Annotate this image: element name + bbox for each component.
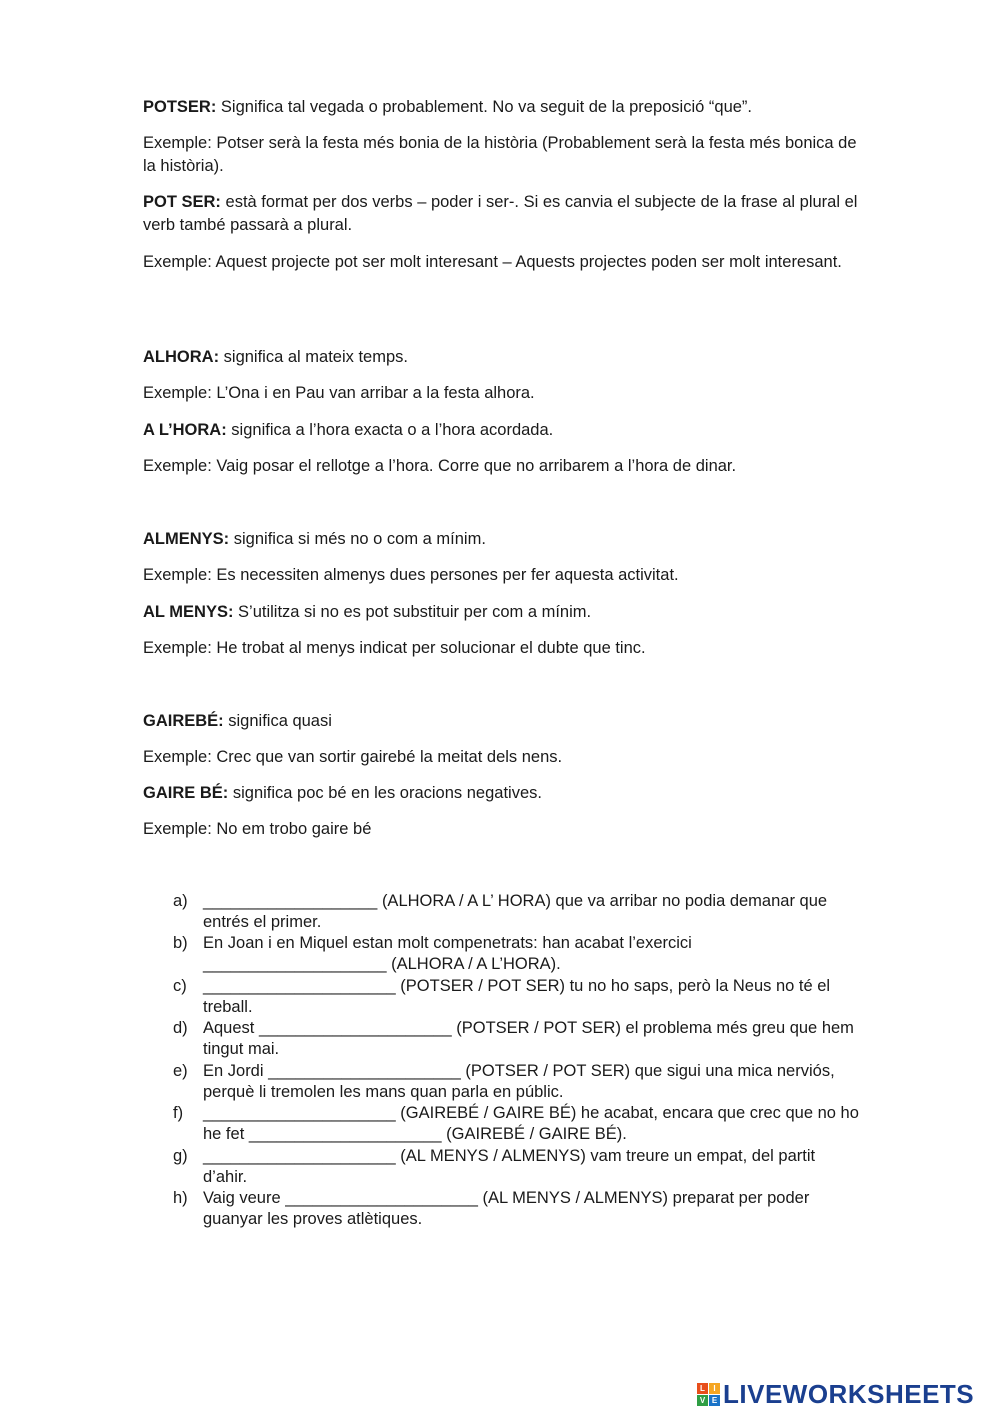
term-gaire-be: GAIRE BÉ: — [143, 784, 229, 802]
pot-ser-example: Exemple: Aquest projecte pot ser molt interesant – Aquests projectes poden ser molt interesant. — [143, 253, 842, 271]
gaire-be-example: Exemple: No em trobo gaire bé — [143, 820, 372, 838]
item-text: En Joan i en Miquel estan molt compenetrats: han acabat l’exercici ____________________ (ALHORA / A L’HORA). — [203, 934, 692, 973]
definition-text: està format per dos verbs – poder i ser-. Si es canvia el subjecte de la frase al plural el verb també passarà a plural. — [143, 193, 858, 234]
a-lhora-example: Exemple: Vaig posar el rellotge a l’hora. Corre que no arribarem a l’hora de dinar. — [143, 457, 737, 475]
gairebe-example: Exemple: Crec que van sortir gairebé la meitat dels nens. — [143, 748, 563, 766]
alhora-example: Exemple: L’Ona i en Pau van arribar a la festa alhora. — [143, 384, 535, 402]
item-letter: e) — [173, 1062, 188, 1080]
term-gairebe: GAIREBÉ: — [143, 712, 224, 730]
definition-text: Significa tal vegada o probablement. No va seguit de la preposició “que”. — [216, 98, 752, 116]
item-letter: f) — [173, 1104, 184, 1122]
logo-mark-letter: V — [697, 1395, 708, 1406]
item-letter: g) — [173, 1147, 188, 1165]
item-letter: b) — [173, 934, 188, 952]
al-menys-example: Exemple: He trobat al menys indicat per solucionar el dubte que tinc. — [143, 639, 646, 657]
item-text: _____________________ (AL MENYS / ALMENYS) vam treure un empat, del partit d’ahir. — [203, 1147, 816, 1186]
a-lhora-definition — [143, 419, 863, 442]
definition-text: significa a l’hora exacta o a l’hora acordada. — [226, 421, 554, 439]
definition-text: significa si més no o com a mínim. — [229, 530, 486, 548]
item-text: ___________________ (ALHORA / A L’ HORA) que va arribar no podia demanar que entrés el primer. — [203, 892, 828, 931]
potser-definition — [143, 96, 863, 119]
term-alhora: ALHORA: — [143, 348, 220, 366]
definition-text: significa poc bé en les oracions negatives. — [228, 784, 542, 802]
logo-text: LIVEWORKSHEETS — [723, 1379, 975, 1409]
gaire-be-definition — [143, 782, 863, 805]
item-letter: a) — [173, 892, 188, 910]
al-menys-definition — [143, 601, 863, 624]
item-text: _____________________ (GAIREBÉ / GAIRE BÉ) he acabat, encara que crec que no ho he fet _____________________ (GAIREBÉ / GAIRE BÉ). — [203, 1104, 859, 1143]
term-al-menys: AL MENYS: — [143, 603, 234, 621]
gairebe-definition — [143, 710, 863, 733]
term-potser: POTSER: — [143, 98, 217, 116]
definition-text: significa al mateix temps. — [219, 348, 408, 366]
item-text: _____________________ (POTSER / POT SER) tu no ho saps, però la Neus no té el treball. — [203, 977, 831, 1016]
almenys-definition — [143, 528, 863, 551]
almenys-example: Exemple: Es necessiten almenys dues persones per fer aquesta activitat. — [143, 566, 679, 584]
logo-mark-letter: I — [709, 1383, 720, 1394]
item-text: En Jordi _____________________ (POTSER / POT SER) que sigui una mica nerviós, perquè li tremolen les mans quan parla en públic. — [203, 1062, 835, 1101]
logo-mark-icon — [697, 1383, 720, 1406]
pot-ser-definition — [143, 191, 863, 237]
logo-mark-letter: L — [697, 1383, 708, 1394]
item-letter: d) — [173, 1019, 188, 1037]
item-text: Aquest _____________________ (POTSER / POT SER) el problema més greu que hem tingut mai. — [203, 1019, 854, 1058]
item-text: Vaig veure _____________________ (AL MENYS / ALMENYS) preparat per poder guanyar les proves atlètiques. — [203, 1189, 810, 1228]
definition-text: significa quasi — [223, 712, 332, 730]
liveworksheets-logo — [697, 1379, 974, 1409]
term-pot-ser: POT SER: — [143, 193, 221, 211]
item-letter: c) — [173, 977, 187, 995]
term-almenys: ALMENYS: — [143, 530, 230, 548]
term-a-lhora: A L’HORA: — [143, 421, 227, 439]
definition-text: S’utilitza si no es pot substituir per com a mínim. — [233, 603, 592, 621]
item-letter: h) — [173, 1189, 188, 1207]
logo-mark-letter: E — [709, 1395, 720, 1406]
potser-example: Exemple: Potser serà la festa més bonia de la història (Probablement serà la festa més bonica de la història). — [143, 134, 857, 175]
alhora-definition — [143, 346, 863, 369]
